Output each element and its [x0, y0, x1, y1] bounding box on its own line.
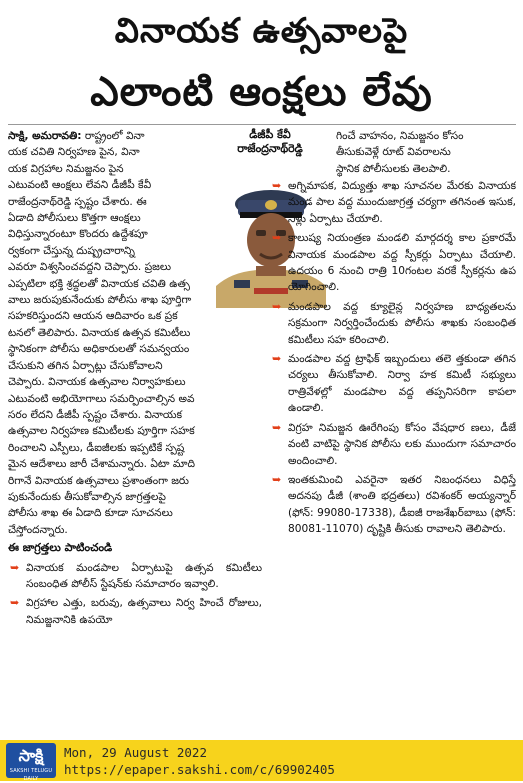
headline-line-2: ఎలాంటి ఆంక్షలు లేవు — [90, 69, 433, 115]
article-line: సహకరిస్తుందని ఆయన ఆదివారం ఒక ప్రక — [8, 310, 178, 323]
article-line: ఉత్సవాల నిర్వహణ కమిటీలకు పూర్తిగా సహక — [8, 425, 195, 438]
article-line: ఎప్పటిలా భక్తి శ్రద్ధలతో వినాయక చవితి ఉత్స — [8, 277, 190, 290]
list-item — [8, 595, 262, 628]
list-item-text: ఇంతకుమించి ఎవరైనా ఇతర నిబంధనలు విధిస్తే అదనపు డీజీ (శాంతి భద్రతలు) రవిశంకర్ అయ్యన్నార్ (ఫోన్: 99080-17338), డీఐజీ రాజశేఖర్‌బాబు (ఫోన్: 80081-11070) దృష్టికి తీసుకు రావాలని తెలిపారు. — [288, 473, 516, 536]
article-column-2-top — [336, 128, 516, 177]
list-item — [270, 351, 516, 417]
article-line: మైన ఆదేశాలు జారీ చేశామన్నారు. ఏటా మాది — [8, 458, 195, 471]
article-line: చేసుకుని తగిన ఏర్పాట్లు చేసుకోవాలని — [8, 359, 163, 372]
article-line: పోలీసు శాఖ ఈ ఏడాది కూడా సూచనలు — [8, 507, 173, 520]
photo-caption-line-2: రాజేంద్రనాథ్‌రెడ్డి — [237, 142, 303, 155]
list-item-text: అగ్నిమాపక, విద్యుత్తు శాఖ సూచనల మేరకు వినాయక మండ పాల వద్ద ముందుజాగ్రత్త చర్యగా తగినంత ఇసుక, నీళ్లు ఏర్పాటు చేయాలి. — [288, 180, 516, 225]
article-line: యక చవితి నిర్వహణ పైన, వినా — [8, 146, 140, 159]
article-line: ర్వకంగా చేస్తున్న దుష్ప్రచారాన్ని — [8, 244, 135, 257]
list-item — [270, 420, 516, 469]
article-line: సరం లేదని డీజీపీ స్పష్టం చేశారు. వినాయక — [8, 408, 183, 421]
article-line: ఎటువంటి ఆంక్షలు లేవని డీజీపీ కేవీ — [8, 179, 152, 192]
article-line: చెప్పారు. వినాయక ఉత్సవాల నిర్వాహకులు — [8, 376, 186, 389]
article-line: యక విగ్రహాల నిమజ్జనం పైన — [8, 162, 124, 175]
section-subhead: ఈ జాగ్రత్తలు పాటించండి — [8, 541, 113, 555]
bullet-arrow-icon: ➥ — [272, 179, 282, 192]
article-line: స్థానికంగా పోలీసు అధికారులతో సమన్వయం — [8, 343, 190, 356]
list-item — [270, 299, 516, 348]
article-line: వాలు జరుపుకునేందుకు పోలీసు శాఖ పూర్తిగా — [8, 294, 192, 307]
article-line: స్థానిక పోలీసులకు తెలపాలి. — [336, 162, 451, 175]
article-line: విధిస్తున్నారంటూ కొందరు ఉద్దేశపూ — [8, 228, 148, 241]
headline-line-1: వినాయక ఉత్సవాలపై — [114, 11, 409, 51]
article-line: ఎటువంటి అభియోగాలు సమర్పించాల్సిన అవ — [8, 392, 195, 405]
article-line: టనలో తెలిపారు. వినాయక ఉత్సవ కమిటీలు — [8, 326, 191, 339]
epaper-link[interactable]: https://epaper.sakshi.com/c/69902405 — [64, 762, 335, 777]
list-item-text: విగ్రహాల ఎత్తు, బరువు, ఉత్సవాలు నిర్వ హించే రోజులు, నిమజ్జనానికి ఉపయో — [26, 597, 262, 626]
dateline: సాక్షి, అమరావతి: — [8, 130, 82, 142]
list-item-text: మండపాల వద్ద ట్రాఫిక్ ఇబ్బందులు తలె త్తకుండా తగిన చర్యలు తీసుకోవాలి. నిర్వా హక కమిటీ సభ్యులు రాత్రివేళల్లో మండపాల వద్ద తప్పనిసరిగా కాపలా ఉండాలి. — [288, 353, 516, 415]
sakshi-logo — [6, 743, 56, 782]
article-line: రిగానే వినాయక ఉత్సవాలు ప్రశాంతంగా జరు — [8, 474, 189, 487]
edition-date: Mon, 29 August 2022 — [64, 745, 207, 760]
epaper-footer — [0, 740, 523, 781]
photo-caption-line-1: డీజీపీ కేవీ — [249, 128, 291, 141]
article-line: గించే వాహనం, నిమజ్జనం కోసం — [336, 130, 464, 142]
bullet-arrow-icon: ➥ — [272, 352, 282, 366]
article-line: ఎవరూ విశ్వసించవద్దని చెప్పారు. ప్రజలు — [8, 261, 172, 274]
list-item-text: కాలుష్య నియంత్రణ మండలి మార్గదర్శ కాల ప్రకారమే వినాయక మండపాల వద్ద స్పీకర్లు ఏర్పాటు చేయాలి. ఉదయం 6 నుంచి రాత్రి 10గంటల వరకే స్పీకర్లను ఉప యోగించాలి. — [288, 232, 516, 294]
article-line: ఏడాది పోలీసులు కొత్తగా ఆంక్షలు — [8, 212, 141, 225]
article-line: రాజేంద్రనాథ్‌రెడ్డి స్పష్టం చేశారు. ఈ — [8, 195, 147, 208]
bullet-arrow-icon: ➥ — [272, 472, 282, 486]
list-item — [8, 560, 262, 593]
list-item — [270, 178, 516, 227]
bullet-arrow-icon: ➥ — [10, 560, 20, 574]
list-item — [270, 472, 516, 538]
article-column-2 — [270, 178, 516, 728]
headline-divider — [8, 124, 516, 125]
bullet-arrow-icon: ➥ — [272, 231, 282, 245]
list-item — [270, 230, 516, 296]
bullet-arrow-icon: ➥ — [272, 420, 282, 434]
list-item-text: విగ్రహ నిమజ్జన ఊరేగింపు కోసం వేషధార ణలు, డీజే వంటి వాటిపై స్థానిక పోలీసు లకు ముందుగా సమాచారం అందించాలి. — [288, 421, 516, 467]
article-line: తీసుకువెళ్లే రూట్ వివరాలను — [336, 146, 451, 159]
article-line: రాష్ట్రంలో వినా — [84, 130, 145, 142]
logo-text: సాక్షి — [18, 746, 44, 765]
list-item-text: వినాయక మండపాల ఏర్పాటుపై ఉత్సవ కమిటీలు సంబంధిత పోలీస్ స్టేషన్‌కు సమాచారం ఇవ్వాలి. — [26, 561, 262, 590]
article-line: రించాలని ఎస్పీలు, డీఐజీలకు ఇప్పటికే స్పష్ట — [8, 441, 185, 454]
article-line: పుకునేందుకు తీసుకోవాల్సిన జాగ్రత్తలపై — [8, 490, 166, 503]
bullet-arrow-icon: ➥ — [10, 596, 20, 610]
list-item-text: మండపాల వద్ద క్యూలైన్ల నిర్వహణ బాధ్యతలను సక్రమంగా నిర్వర్తించేందుకు పోలీసు శాఖకు సంబంధిత కమిటీలు సహ కరించాలి. — [288, 300, 516, 346]
bullet-arrow-icon: ➥ — [272, 299, 282, 313]
article-line: చేస్తోందన్నారు. — [8, 523, 68, 536]
logo-subtext: SAKSHI TELUGU DAILY — [9, 768, 53, 782]
